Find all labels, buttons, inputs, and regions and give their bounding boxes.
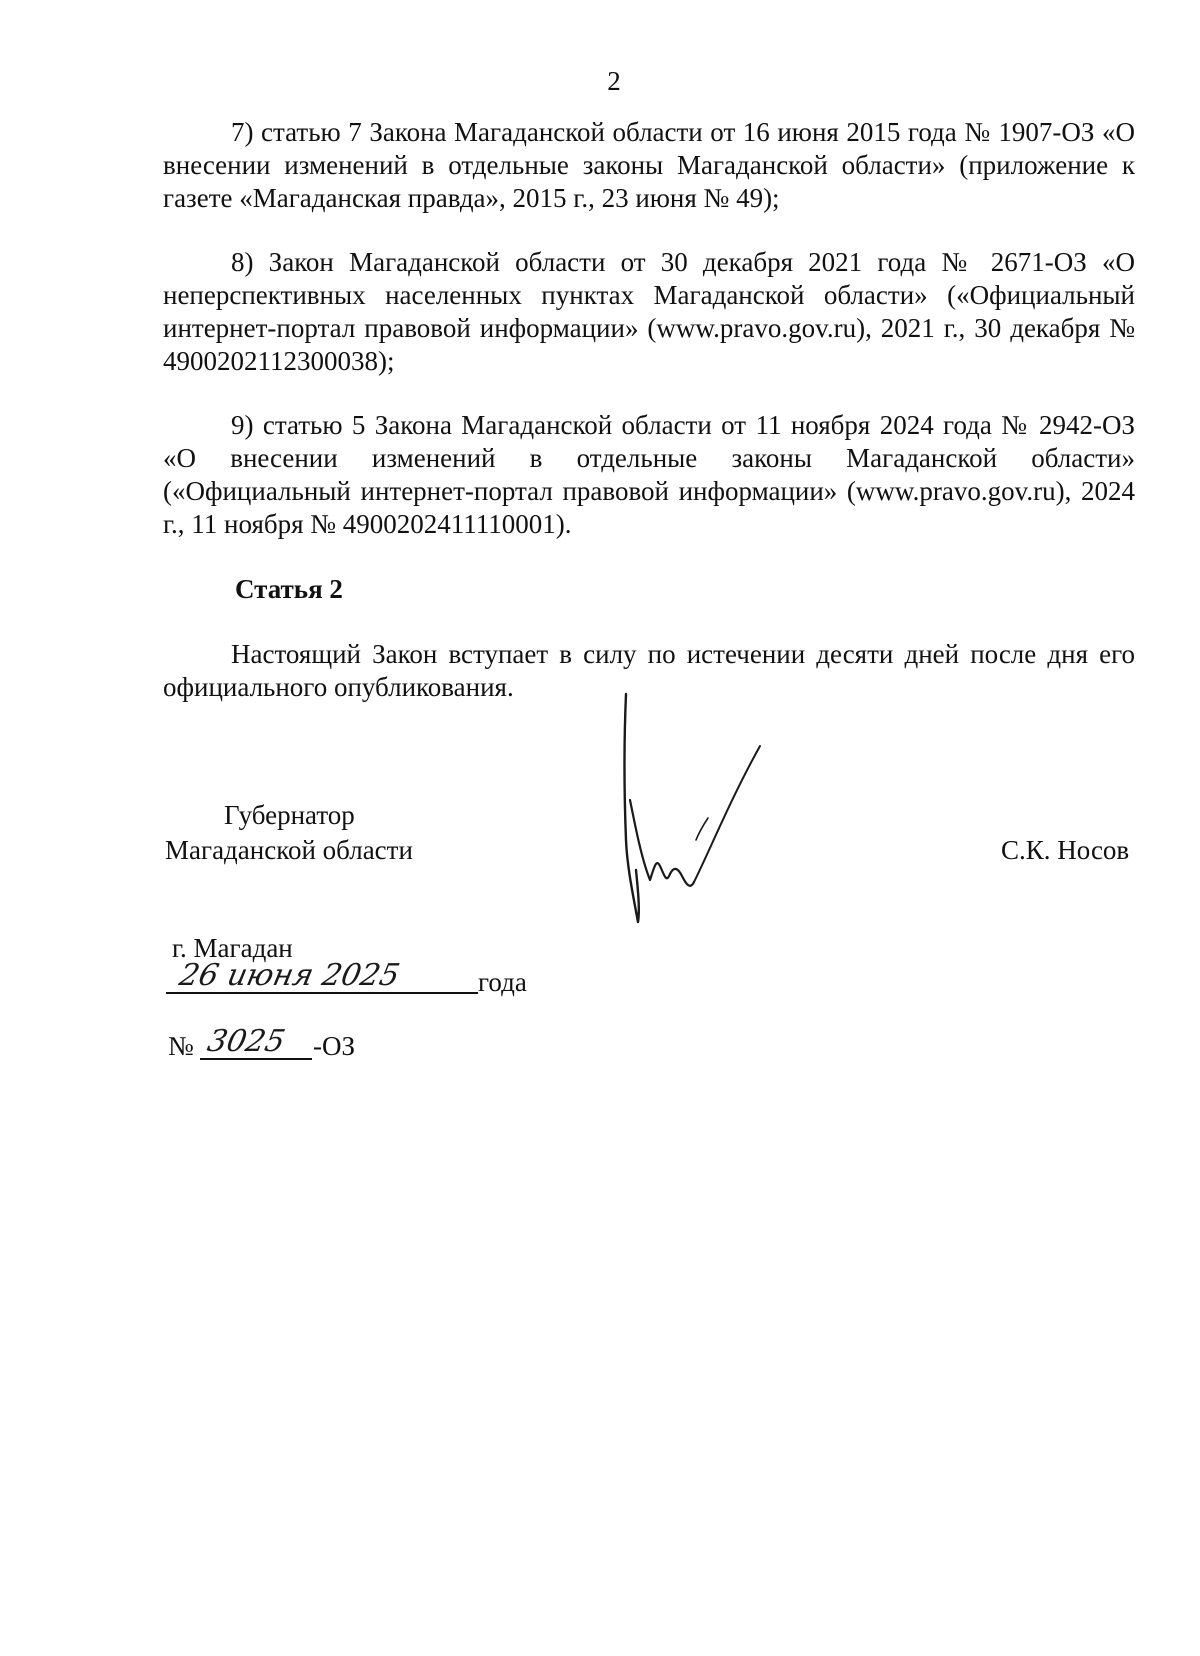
- governor-title-line1: Губернатор: [224, 800, 355, 830]
- list-item-8: 8) Закон Магаданской области от 30 декабря 2021 года № 2671-ОЗ «О неперспективных населенных пунктах Магаданской области» («Официальный интернет-портал правовой информации» (www.pravo.gov.ru), 2021 г., 30 декабря № 4900202112300038);: [163, 247, 1135, 376]
- number-suffix: -ОЗ: [313, 1031, 356, 1061]
- handwritten-signature: [600, 690, 800, 930]
- number-underline: [200, 1058, 312, 1060]
- city-label: г. Магадан: [172, 933, 293, 963]
- number-prefix: №: [168, 1031, 194, 1061]
- date-handwritten: 26 июня 2025: [176, 958, 403, 993]
- number-handwritten: 3025: [204, 1024, 289, 1059]
- date-underline: [166, 992, 478, 994]
- page-number: 2: [607, 66, 621, 96]
- article-heading: Статья 2: [235, 574, 343, 604]
- date-suffix: года: [478, 967, 527, 997]
- list-item-9: 9) статью 5 Закона Магаданской области от 11 ноября 2024 года № 2942-ОЗ «О внесении изменений в отдельные законы Магаданской области» («Официальный интернет-портал правовой информации» (www.pravo.gov.ru), 2024 г., 11 ноября № 4900202411110001).: [163, 410, 1135, 539]
- article-text: Настоящий Закон вступает в силу по истечении десяти дней после дня его официального опубликования.: [163, 639, 1135, 702]
- governor-title-line2: Магаданской области: [165, 835, 413, 865]
- governor-name: С.К. Носов: [1001, 835, 1130, 865]
- list-item-7: 7) статью 7 Закона Магаданской области от 16 июня 2015 года № 1907-ОЗ «О внесении изменений в отдельные законы Магаданской области» (приложение к газете «Магаданская правда», 2015 г., 23 июня № 49);: [163, 117, 1135, 213]
